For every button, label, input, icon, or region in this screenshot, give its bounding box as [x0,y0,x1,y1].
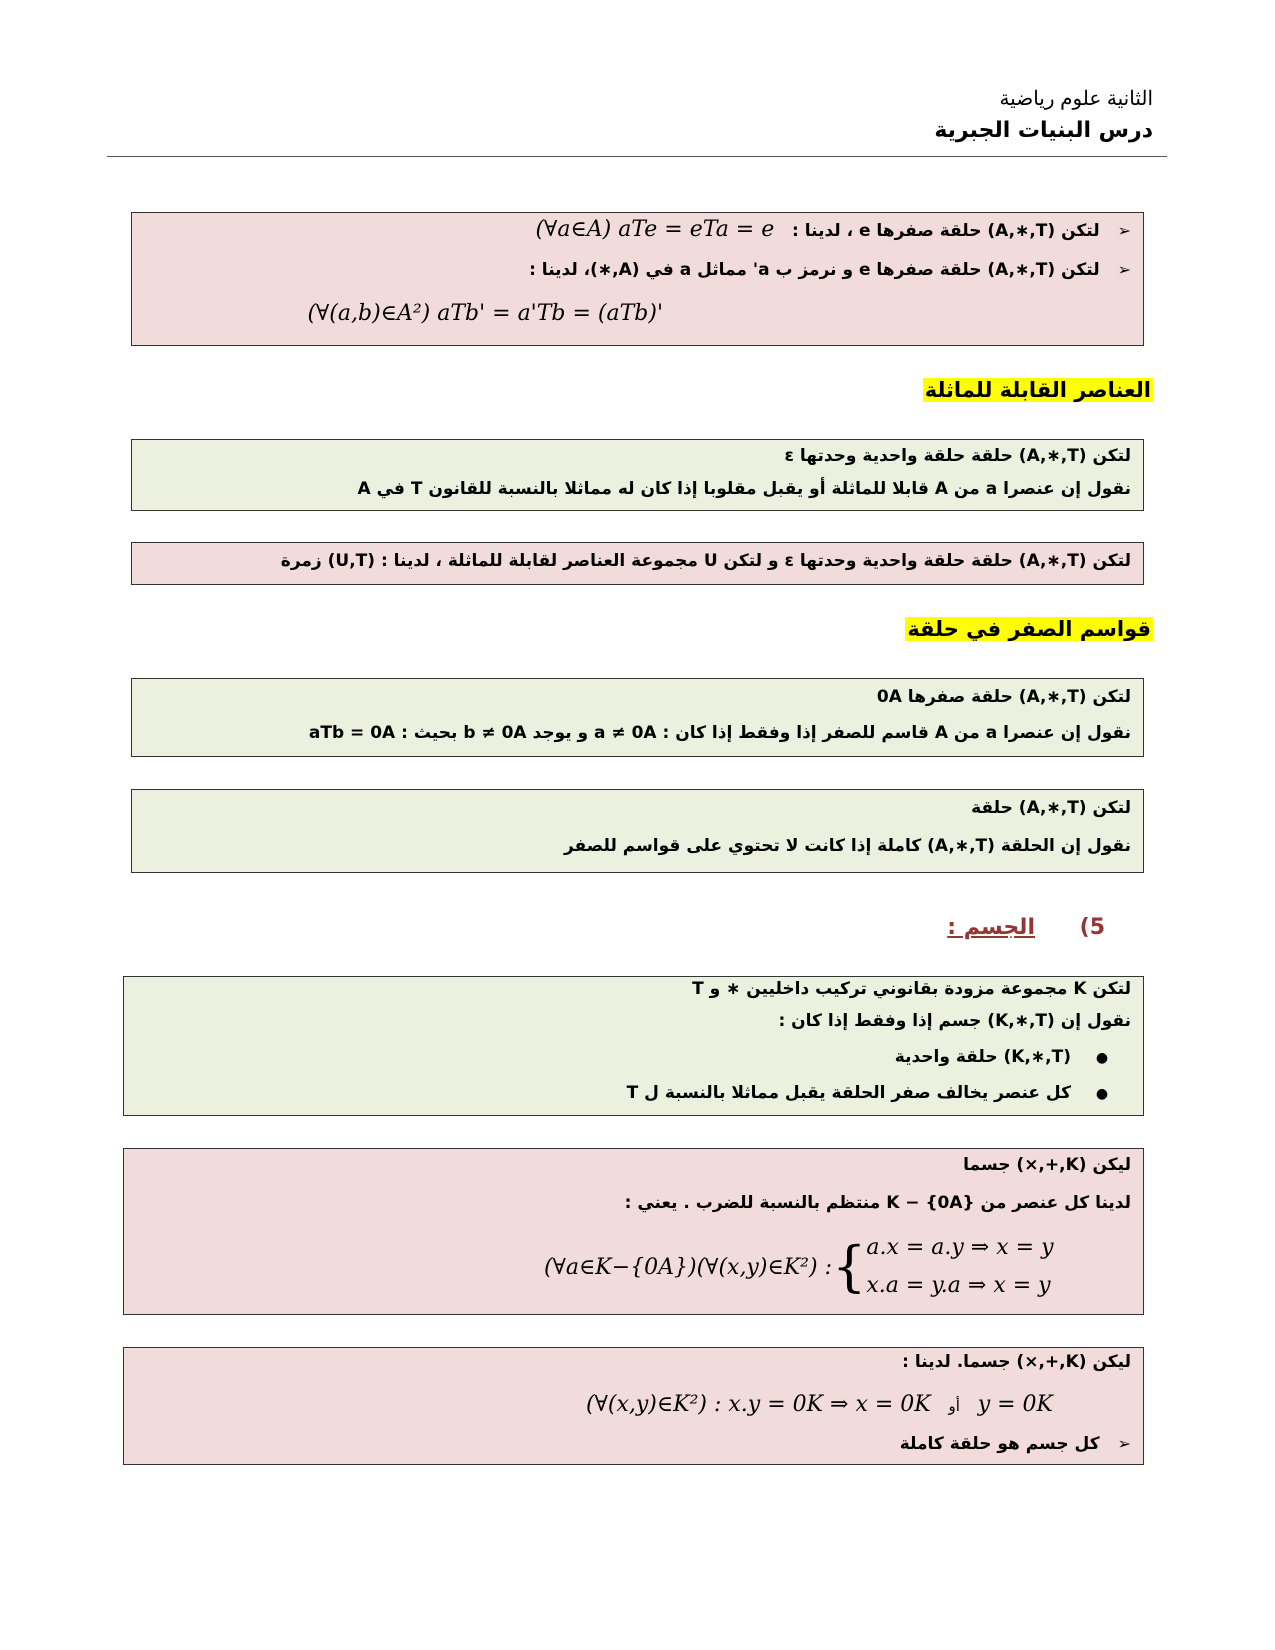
box7-equation2: x.a = y.a ⇒ x = y [866,1273,1051,1298]
box8-formula [586,1392,1053,1417]
box1-line3 [144,301,663,326]
integral-ring-definition-box [131,789,1144,873]
arrow-bullet-icon: ➢ [1117,1434,1131,1453]
box7-line1: ليكن (K,+,×) جسما [963,1155,1131,1175]
box1-line2 [144,260,1131,280]
box8-line3 [136,1434,1131,1454]
box1-line3-formula: (∀(a,b)∈A²) aTb' = a'Tb = (aTb)' [307,301,663,326]
box3-line1: لتكن (A,∗,T) حلقة حلقة واحدية وحدتها ε و لتكن U مجموعة العناصر لقابلة للماثلة ، لدينا : (U,T) زمرة [280,551,1131,571]
section-field-title: الجسم : [947,915,1035,940]
arrow-bullet-icon: ➢ [1117,260,1131,279]
section-zero-divisors: قواسم الصفر في حلقة [907,617,1151,641]
box6-line1: لتكن K مجموعة مزودة بقانوني تركيب داخليين ∗ و T [692,979,1131,999]
header-divider [107,156,1167,157]
box5-line2: نقول إن الحلقة (A,∗,T) كاملة إذا كانت لا تحتوي على قواسم للصفر [563,836,1131,856]
box8-or: أو [948,1397,960,1415]
box7-quantifiers: (∀a∈K−{0A})(∀(x,y)∈K²) : [544,1254,832,1280]
box6-bullet2 [136,1083,1113,1103]
field-integral-box [123,1347,1144,1465]
ring-zero-properties-box [131,212,1144,346]
section-invertible-elements: العناصر القابلة للماثلة [924,378,1151,402]
box8-formula-main: (∀(x,y)∈K²) : x.y = 0K ⇒ x = 0K [586,1392,931,1417]
zero-divisor-definition-box [131,678,1144,757]
box1-line1-formula: (∀a∈A) aTe = eTa = e [535,217,775,242]
box1-line1-text: لتكن (A,∗,T) حلقة صفرها e ، لدينا : [792,221,1100,241]
left-brace: { [831,1235,867,1298]
box5-line1: لتكن (A,∗,T) حلقة [971,798,1131,818]
box2-line2: نقول إن عنصرا a من A قابلا للماثلة أو يقبل مقلوبا إذا كان له مماثلا بالنسبة للقانون T في A [357,479,1131,499]
invertible-definition-box [131,439,1144,511]
box4-line1: لتكن (A,∗,T) حلقة صفرها 0A [876,687,1131,707]
section-field-number: 5) [1079,915,1105,940]
field-regular-elements-box [123,1148,1144,1315]
box6-bullet1-text: (K,∗,T) حلقة واحدية [894,1047,1071,1067]
units-group-box [131,542,1144,585]
box6-bullet2-text: كل عنصر يخالف صفر الحلقة يقبل مماثلا بالنسبة ل T [626,1083,1071,1103]
header-level: الثانية علوم رياضية [999,88,1153,110]
box2-line1: لتكن (A,∗,T) حلقة حلقة واحدية وحدتها ε [784,446,1131,466]
box8-formula-second: y = 0K [977,1392,1053,1417]
section-field-heading [947,915,1035,940]
bullet-dot-icon: ● [1095,1050,1109,1066]
box8-line3-text: كل جسم هو حلقة كاملة [899,1434,1100,1454]
bullet-dot-icon: ● [1095,1086,1109,1102]
box4-line2: نقول إن عنصرا a من A قاسم للصفر إذا وفقط إذا كان : a ≠ 0A و يوجد b ≠ 0A بحيث : aTb = 0A [308,723,1131,743]
field-definition-box [123,976,1144,1116]
header-lesson-title: درس البنيات الجبرية [934,118,1153,143]
arrow-bullet-icon: ➢ [1117,221,1131,240]
box1-line2-text: لتكن (A,∗,T) حلقة صفرها e و نرمز ب a' مماثل a في (A,∗)، لدينا : [529,260,1100,280]
box1-line1 [144,217,1131,242]
box7-equation1: a.x = a.y ⇒ x = y [866,1235,1054,1260]
box7-formula [544,1229,1054,1305]
box6-bullet1 [136,1047,1113,1067]
box6-line2: نقول إن (K,∗,T) جسم إذا وفقط إذا كان : [778,1011,1131,1031]
box7-line2: لدينا كل عنصر من K − {0A} منتظم بالنسبة للضرب . يعني : [624,1193,1131,1213]
box8-line1: ليكن (K,+,×) جسما. لدينا : [902,1352,1131,1372]
